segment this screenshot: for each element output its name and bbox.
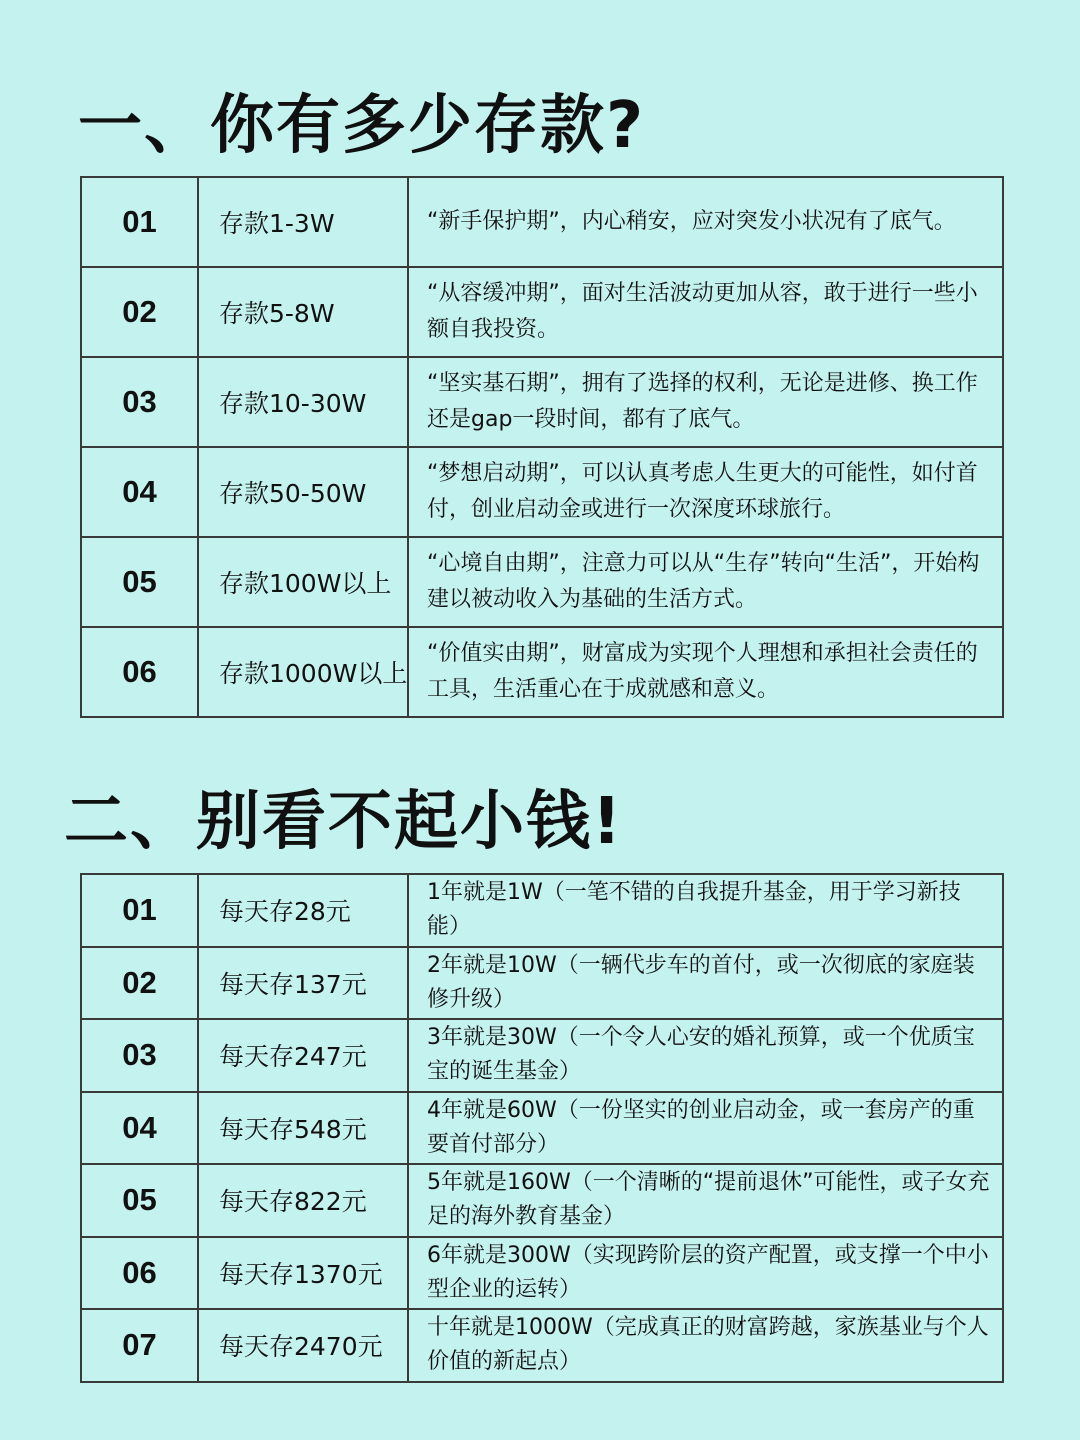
savings-amount: 存款100W以上	[198, 537, 408, 627]
savings-levels-table	[80, 176, 1004, 718]
savings-amount: 存款5-8W	[198, 267, 408, 357]
daily-amount: 每天存2470元	[198, 1309, 408, 1382]
row-number: 05	[81, 1164, 198, 1237]
row-number: 04	[81, 1092, 198, 1165]
daily-amount: 每天存548元	[198, 1092, 408, 1165]
section-1-title: 一、你有多少存款?	[78, 89, 646, 163]
stage-description: “坚实基石期”，拥有了选择的权利，无论是进修、换工作还是gap一段时间，都有了底气。	[408, 357, 1003, 447]
table-row	[81, 947, 1003, 1020]
savings-amount: 存款10-30W	[198, 357, 408, 447]
row-number: 03	[81, 357, 198, 447]
daily-amount: 每天存28元	[198, 874, 408, 947]
row-number: 01	[81, 874, 198, 947]
table-row	[81, 1092, 1003, 1165]
daily-savings-table	[80, 873, 1004, 1383]
outcome-description: 5年就是160W（一个清晰的“提前退休”可能性，或子女充足的海外教育基金）	[408, 1164, 1003, 1237]
stage-description: “价值实由期”，财富成为实现个人理想和承担社会责任的工具，生活重心在于成就感和意义。	[408, 627, 1003, 717]
row-number: 05	[81, 537, 198, 627]
table-row	[81, 537, 1003, 627]
outcome-description: 3年就是30W（一个令人心安的婚礼预算，或一个优质宝宝的诞生基金）	[408, 1019, 1003, 1092]
stage-description: “心境自由期”，注意力可以从“生存”转向“生活”，开始构建以被动收入为基础的生活方式。	[408, 537, 1003, 627]
stage-description: “新手保护期”，内心稍安，应对突发小状况有了底气。	[408, 177, 1003, 267]
outcome-description: 6年就是300W（实现跨阶层的资产配置，或支撑一个中小型企业的运转）	[408, 1237, 1003, 1310]
daily-amount: 每天存1370元	[198, 1237, 408, 1310]
stage-description: “从容缓冲期”，面对生活波动更加从容，敢于进行一些小额自我投资。	[408, 267, 1003, 357]
stage-description: “梦想启动期”，可以认真考虑人生更大的可能性，如付首付，创业启动金或进行一次深度环球旅行。	[408, 447, 1003, 537]
outcome-description: 1年就是1W（一笔不错的自我提升基金，用于学习新技能）	[408, 874, 1003, 947]
daily-amount: 每天存137元	[198, 947, 408, 1020]
row-number: 06	[81, 627, 198, 717]
daily-amount: 每天存822元	[198, 1164, 408, 1237]
table-row	[81, 447, 1003, 537]
daily-amount: 每天存247元	[198, 1019, 408, 1092]
section-2-title: 二、别看不起小钱!	[64, 785, 624, 859]
table-row	[81, 177, 1003, 267]
outcome-description: 4年就是60W（一份坚实的创业启动金，或一套房产的重要首付部分）	[408, 1092, 1003, 1165]
table-row	[81, 1019, 1003, 1092]
table-row	[81, 267, 1003, 357]
table-row	[81, 357, 1003, 447]
row-number: 06	[81, 1237, 198, 1310]
row-number: 02	[81, 947, 198, 1020]
outcome-description: 十年就是1000W（完成真正的财富跨越，家族基业与个人价值的新起点）	[408, 1309, 1003, 1382]
savings-amount: 存款1-3W	[198, 177, 408, 267]
row-number: 01	[81, 177, 198, 267]
savings-amount: 存款50-50W	[198, 447, 408, 537]
table-row	[81, 627, 1003, 717]
row-number: 07	[81, 1309, 198, 1382]
row-number: 03	[81, 1019, 198, 1092]
outcome-description: 2年就是10W（一辆代步车的首付，或一次彻底的家庭装修升级）	[408, 947, 1003, 1020]
savings-amount: 存款1000W以上	[198, 627, 408, 717]
table-row	[81, 1309, 1003, 1382]
table-row	[81, 1237, 1003, 1310]
row-number: 04	[81, 447, 198, 537]
row-number: 02	[81, 267, 198, 357]
table-row	[81, 1164, 1003, 1237]
table-row	[81, 874, 1003, 947]
